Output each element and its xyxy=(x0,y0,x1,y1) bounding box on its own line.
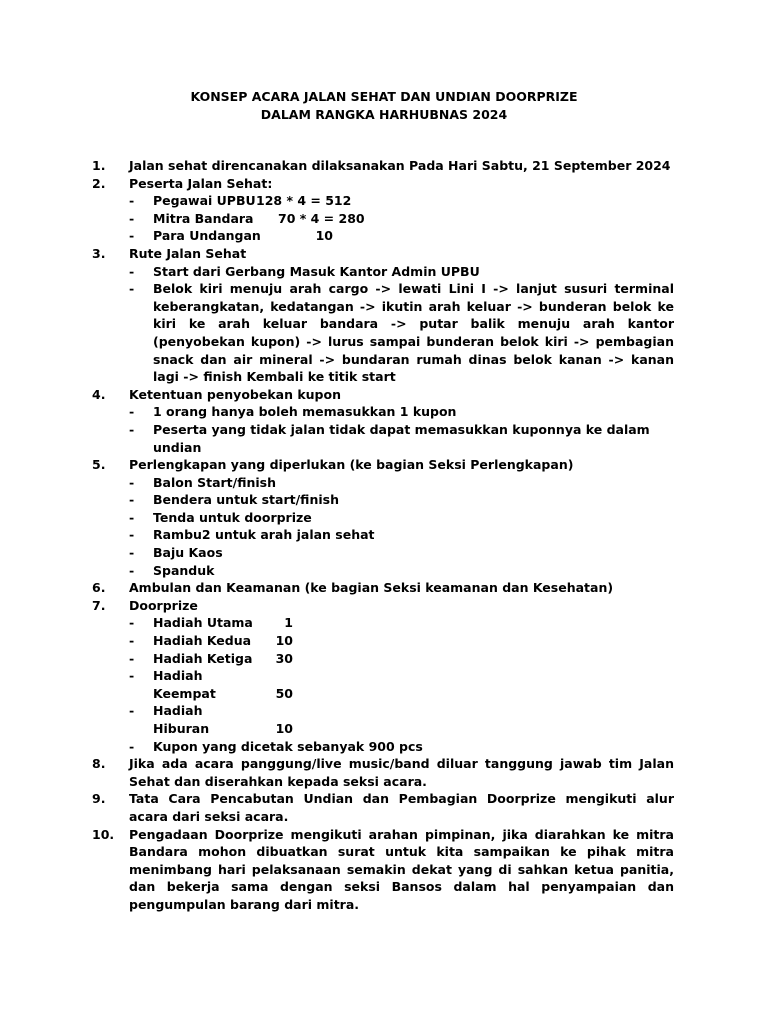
document-subtitle: DALAM RANGKA HARHUBNAS 2024 xyxy=(260,107,508,122)
item-number: 8. xyxy=(92,756,106,772)
sub-text: Peserta yang tidak jalan tidak dapat memasukkan kuponnya ke dalam undian xyxy=(153,421,650,455)
sub-item: - Hadiah Ketiga 30 xyxy=(129,650,293,666)
item-text: Doorprize xyxy=(129,597,198,613)
sub-text: Start dari Gerbang Masuk Kantor Admin UPBU xyxy=(153,263,480,279)
item-number: 9. xyxy=(92,791,106,807)
sub-text: 1 orang hanya boleh memasukkan 1 kupon xyxy=(153,404,457,420)
sub-text: Bendera untuk start/finish xyxy=(153,492,339,508)
item-text: Tata Cara Pencabutan Undian dan Pembagian Doorprize mengikuti alur acara dari seksi acara. xyxy=(129,791,674,824)
sub-label: Mitra Bandara xyxy=(153,210,254,226)
item-number: 2. xyxy=(92,175,106,191)
sub-value: 50 xyxy=(275,685,293,701)
item-text: Perlengkapan yang diperlukan (ke bagian Seksi Perlengkapan) xyxy=(129,457,574,473)
sub-item: - Belok kiri menuju arah cargo -> lewati Lini I -> lanjut susuri terminal keberangkatan, kedatangan -> ikutin arah keluar -> bunderan belok ke kiri ke arah keluar bandara -> putar balik menuju arah kantor (penyobekan kupon) -> lurus sampai bunderan belok kiri -> pembagian snack dan air mineral -> bundaran rumah dinas belok kanan -> kanan lagi -> finish Kembali ke titik start xyxy=(129,281,674,385)
item-number: 1. xyxy=(92,158,106,173)
list-item xyxy=(92,579,674,597)
sub-item: - Balon Start/finish xyxy=(129,474,276,490)
sub-item: - Peserta yang tidak jalan tidak dapat memasukkan kuponnya ke dalam undian xyxy=(129,421,650,455)
document-title: KONSEP ACARA JALAN SEHAT DAN UNDIAN DOORPRIZE xyxy=(190,89,578,104)
sub-value: 10 xyxy=(275,633,293,649)
sub-item: - Bendera untuk start/finish xyxy=(129,492,339,508)
item-text: Pengadaan Doorprize mengikuti arahan pimpinan, jika diarahkan ke mitra Bandara mohon dibuatkan surat untuk kita sampaikan ke pihak mitra menimbang hari pelaksanaan semakin dekat yang di sahkan ketua panitia, dan bekerja sama dengan seksi Bansos dalam hal penyampaian dan pengumpulan barang dari mitra. xyxy=(129,826,674,912)
sub-item: - Hadiah Utama 1 xyxy=(129,615,293,631)
sub-text: Balon Start/finish xyxy=(153,474,276,490)
sub-label: Pegawai UPBU xyxy=(153,193,256,209)
sub-item: - Hadiah Kedua 10 xyxy=(129,633,293,649)
sub-text: Baju Kaos xyxy=(153,545,223,561)
sub-item: - Kupon yang dicetak sebanyak 900 pcs xyxy=(129,738,423,754)
list-item xyxy=(92,175,674,245)
sub-value: 10 xyxy=(315,228,333,244)
item-text: Jika ada acara panggung/live music/band diluar tanggung jawab tim Jalan Sehat dan diserahkan kepada seksi acara. xyxy=(129,756,674,789)
sub-text: Tenda untuk doorprize xyxy=(153,509,312,525)
sub-label: Hadiah Ketiga xyxy=(153,650,253,666)
sub-item: - Pegawai UPBU128 * 4 = 512 xyxy=(129,193,352,209)
list-item xyxy=(92,245,674,386)
sub-text: Belok kiri menuju arah cargo -> lewati Lini I -> lanjut susuri terminal keberangkatan, kedatangan -> ikutin arah keluar -> bunderan belok ke kiri ke arah keluar bandara -> putar balik menuju arah kantor (penyobekan kupon) -> lurus sampai bunderan belok kiri -> pembagian snack dan air mineral -> bundaran rumah dinas belok kanan -> kanan lagi -> finish Kembali ke titik start xyxy=(153,281,674,385)
list-item xyxy=(92,157,674,175)
sub-text: Rambu2 untuk arah jalan sehat xyxy=(153,527,375,543)
sub-label: Hadiah Kedua xyxy=(153,633,252,649)
item-text: Ketentuan penyobekan kupon xyxy=(129,386,341,402)
sub-label: Para Undangan xyxy=(153,228,261,244)
list-item xyxy=(92,790,674,825)
sub-text: Spanduk xyxy=(153,562,215,578)
item-number: 6. xyxy=(92,580,106,596)
sub-item: - Hadiah Keempat 50 xyxy=(129,668,293,701)
sub-value: 10 xyxy=(275,721,293,736)
sub-item: - Rambu2 untuk arah jalan sehat xyxy=(129,527,375,543)
sub-label: Hadiah Utama xyxy=(153,615,253,631)
item-text: Jalan sehat direncanakan dilaksanakan Pada Hari Sabtu, 21 September 2024 xyxy=(129,158,671,173)
list-item xyxy=(92,386,674,456)
item-number: 3. xyxy=(92,245,106,261)
list-item xyxy=(92,597,674,755)
sub-value: 30 xyxy=(275,650,293,666)
sub-value: 1 xyxy=(284,615,293,631)
sub-text: Kupon yang dicetak sebanyak 900 pcs xyxy=(153,738,423,754)
sub-label: Hadiah Hiburan xyxy=(153,703,210,736)
sub-value: 128 * 4 = 512 xyxy=(256,193,352,209)
item-number: 4. xyxy=(92,386,106,402)
list-item xyxy=(92,826,674,914)
item-number: 5. xyxy=(92,457,106,473)
sub-item: - Hadiah Hiburan 10 xyxy=(129,703,293,736)
item-text: Rute Jalan Sehat xyxy=(129,245,247,261)
item-text: Peserta Jalan Sehat: xyxy=(129,175,273,191)
list-item xyxy=(92,456,674,579)
list-item xyxy=(92,755,674,790)
item-text: Ambulan dan Keamanan (ke bagian Seksi keamanan dan Kesehatan) xyxy=(129,580,614,596)
sub-value: 70 * 4 = 280 xyxy=(278,210,365,226)
item-number: 7. xyxy=(92,597,106,613)
sub-item: - Baju Kaos xyxy=(129,545,223,561)
item-number: 10. xyxy=(92,826,115,842)
sub-label: Hadiah Keempat xyxy=(153,668,216,701)
sub-item: - Mitra Bandara 70 * 4 = 280 xyxy=(129,210,365,226)
sub-item: - 1 orang hanya boleh memasukkan 1 kupon xyxy=(129,404,457,420)
sub-item: - Start dari Gerbang Masuk Kantor Admin UPBU xyxy=(129,263,480,279)
sub-item: - Tenda untuk doorprize xyxy=(129,509,312,525)
sub-item: - Spanduk xyxy=(129,562,215,578)
numbered-list xyxy=(92,157,674,914)
sub-item: - Para Undangan 10 xyxy=(129,228,333,244)
